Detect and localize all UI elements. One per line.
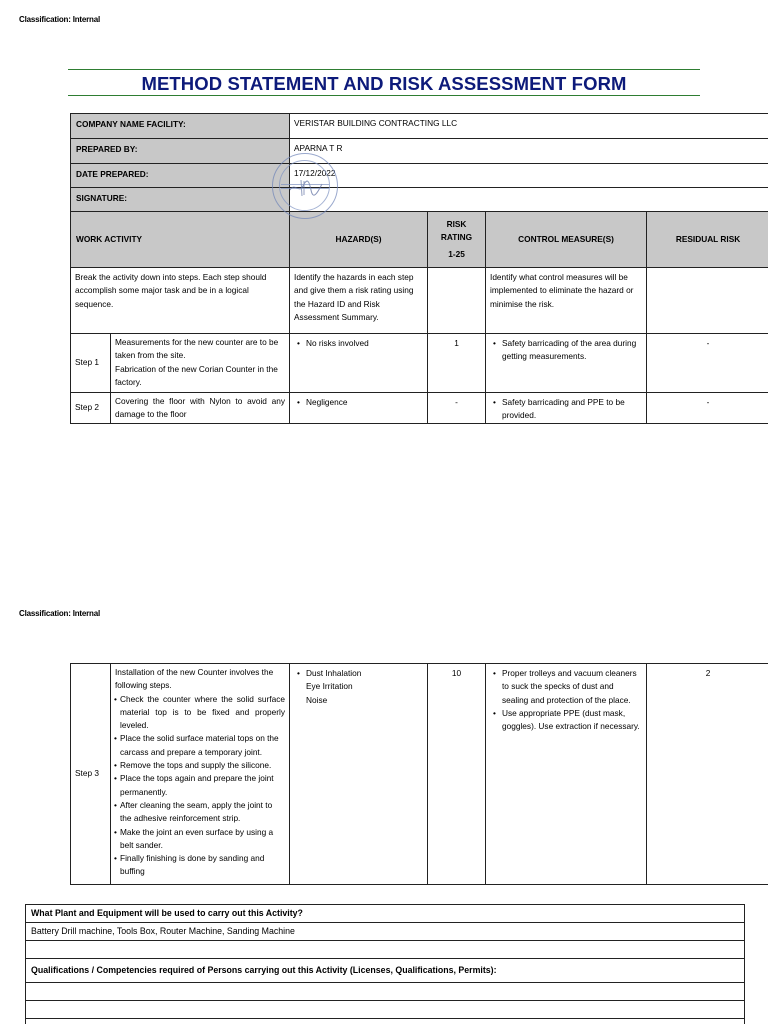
- header-residual-risk: RESIDUAL RISK: [647, 212, 768, 268]
- step3-hazard-cell: [290, 664, 428, 885]
- qualifications-blank-row-2: [26, 1001, 745, 1019]
- step3-description: [111, 664, 290, 885]
- risk-rating-range: 1-25: [448, 249, 465, 260]
- step3-intro: Installation of the new Counter involves the following steps.: [115, 667, 274, 691]
- risk-rating-line2: RATING: [440, 231, 473, 242]
- guidance-hazard: Identify the hazards in each step and give them a risk rating using the Hazard ID and Risk Assessment Summary.: [290, 268, 428, 334]
- step2-label: Step 2: [71, 393, 111, 424]
- step3-substep: • Remove the tops and supply the silicone.: [115, 759, 285, 772]
- date-prepared-value: 17/12/2022: [290, 164, 768, 188]
- step1-description: [111, 334, 290, 393]
- step3-substep: • Finally finishing is done by sanding and buffing: [115, 852, 285, 879]
- classification-label-top: Classification: Internal: [19, 15, 100, 24]
- guidance-control: Identify what control measures will be implemented to eliminate the hazard or minimise the risk.: [486, 268, 647, 334]
- step3-hazard-2: Eye Irritation: [306, 681, 353, 692]
- step3-substeps: [115, 693, 285, 879]
- step3-hazard-3: Noise: [306, 694, 328, 705]
- step3-control-1: • Proper trolleys and vacuum cleaners to suck the specks of dust and sealing and protection of the place.: [490, 667, 642, 707]
- step1-desc-line2: Fabrication of the new Corian Counter in the factory.: [115, 363, 278, 387]
- qualifications-blank-row-3: [26, 1019, 745, 1024]
- step1-label: Step 1: [71, 334, 111, 393]
- signature-label: SIGNATURE:: [71, 188, 290, 212]
- step3-substep: • Check the counter where the solid surface material top is to be fixed and properly leveled.: [115, 693, 285, 733]
- header-work-activity: WORK ACTIVITY: [71, 212, 290, 268]
- signature-value: [290, 188, 768, 212]
- step3-substep: • Place the tops again and prepare the joint permanently.: [115, 772, 285, 799]
- plant-qualifications-table: [25, 904, 745, 1024]
- step3-substep: • Place the solid surface material tops on the carcass and prepare a temporary joint.: [115, 732, 285, 759]
- prepared-by-value: APARNA T R: [290, 139, 768, 164]
- plant-answer: Battery Drill machine, Tools Box, Router Machine, Sanding Machine: [26, 923, 745, 941]
- plant-question: What Plant and Equipment will be used to carry out this Activity?: [26, 905, 745, 923]
- step2-residual: -: [647, 393, 768, 424]
- step2-description: Covering the floor with Nylon to avoid any damage to the floor: [111, 393, 290, 424]
- step1-control: • Safety barricading of the area during getting measurements.: [490, 337, 642, 364]
- step3-hazard-1: • Dust Inhalation: [294, 667, 423, 680]
- header-hazards: HAZARD(S): [290, 212, 428, 268]
- header-control-measures: CONTROL MEASURE(S): [486, 212, 647, 268]
- step1-hazard: • No risks involved: [294, 337, 423, 350]
- step1-rating: 1: [428, 334, 486, 393]
- step1-hazard-cell: [290, 334, 428, 393]
- guidance-rating-empty: [428, 268, 486, 334]
- step3-substep: • Make the joint an even surface by using a belt sander.: [115, 826, 285, 853]
- signature-scribble: [287, 176, 325, 198]
- company-value: VERISTAR BUILDING CONTRACTING LLC: [290, 114, 768, 139]
- prepared-by-label: PREPARED BY:: [71, 139, 290, 164]
- step3-label: Step 3: [71, 664, 111, 885]
- table-row-step1: [71, 334, 768, 393]
- guidance-residual-empty: [647, 268, 768, 334]
- risk-assessment-table-page1: [70, 113, 768, 424]
- company-stamp: [272, 153, 338, 219]
- form-title: METHOD STATEMENT AND RISK ASSESSMENT FORM: [141, 73, 627, 94]
- step2-hazard-cell: [290, 393, 428, 424]
- step3-substep: • After cleaning the seam, apply the joint to the adhesive reinforcement strip.: [115, 799, 285, 826]
- date-prepared-label: DATE PREPARED:: [71, 164, 290, 188]
- step2-control: • Safety barricading and PPE to be provided.: [490, 396, 642, 423]
- step1-control-cell: [486, 334, 647, 393]
- title-banner: [68, 69, 700, 96]
- guidance-activity: Break the activity down into steps. Each step should accomplish some major task and be in a logical sequence.: [71, 268, 290, 334]
- step3-control-2: • Use appropriate PPE (dust mask, goggles). Use extraction if necessary.: [490, 707, 642, 734]
- table-row-step3: [71, 664, 768, 885]
- qualifications-question: Qualifications / Competencies required of Persons carrying out this Activity (Licenses, Qualifications, Permits):: [26, 959, 745, 983]
- classification-label-page2: Classification: Internal: [19, 609, 100, 618]
- qualifications-blank-row-1: [26, 983, 745, 1001]
- step3-control-cell: [486, 664, 647, 885]
- step1-residual: -: [647, 334, 768, 393]
- step1-desc-line1: Measurements for the new counter are to be taken from the site.: [115, 337, 279, 361]
- step3-rating: 10: [428, 664, 486, 885]
- company-label: COMPANY NAME FACILITY:: [71, 114, 290, 139]
- risk-rating-line1: RISK: [446, 218, 467, 229]
- table-row-step2: [71, 393, 768, 424]
- risk-assessment-table-page2: [70, 663, 768, 885]
- step2-hazard: • Negligence: [294, 396, 423, 409]
- step2-rating: -: [428, 393, 486, 424]
- step2-control-cell: [486, 393, 647, 424]
- header-risk-rating: [428, 212, 486, 268]
- step3-residual: 2: [647, 664, 768, 885]
- plant-blank-row: [26, 941, 745, 959]
